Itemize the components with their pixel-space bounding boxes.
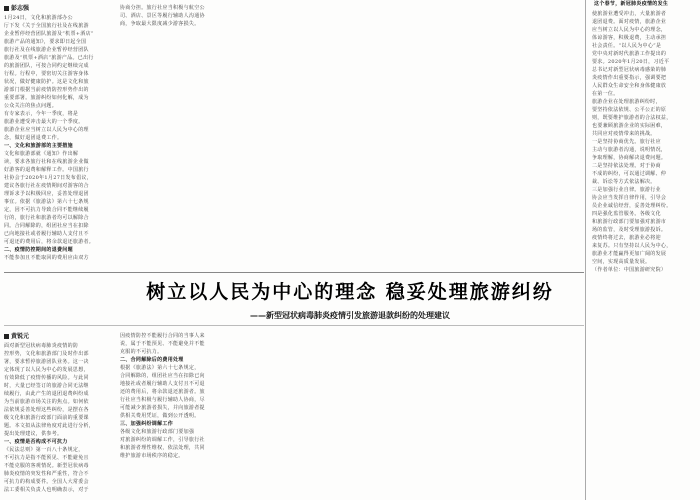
sidebar-body xyxy=(592,10,698,498)
text-line: 社会责任。“以人民为中心”是 xyxy=(592,43,662,49)
text-line: 建议各旅行社在疫情期间对游客的合 xyxy=(4,183,89,189)
text-line: 可能减少旅游者损失，并向旅游者提 xyxy=(120,405,205,411)
text-line: 供相关费用凭证，做到公开透明。 xyxy=(120,413,200,419)
section-divider xyxy=(4,272,584,273)
text-line: 文化和旅游部就《通知》作出解 xyxy=(4,151,79,157)
text-line: 级文化和旅游行政部门面前的重要课 xyxy=(4,415,89,421)
text-line: 一、文化和旅游部的主要措施 xyxy=(4,143,73,149)
text-line: 维护旅游市场秩序的稳定。 xyxy=(120,453,184,459)
text-line: 署，要求暂停旅游团队业务。这一决 xyxy=(4,359,89,365)
text-line: 要求。2020年1月20日，习近平 xyxy=(592,59,670,65)
text-line: 地接社或者履行辅助人支付且不可退 xyxy=(120,381,205,387)
top-byline xyxy=(4,3,29,12)
text-line: 好游客的退费和解释工作。中国旅行 xyxy=(4,167,89,173)
page-subheadline: ——新型冠状病毒肺炎疫情引发旅游退款纠纷的处理建议 xyxy=(250,311,450,320)
text-line: 法工委相关负责人也明确表示，对于 xyxy=(4,487,89,493)
text-line: 炎疫情作出重要指示，强调要把 xyxy=(592,75,667,81)
text-line: 党中央对新时代旅游工作提出的 xyxy=(592,51,667,57)
text-line: 克服的不可抗力。 xyxy=(120,349,163,355)
text-line: 定，因不可抗力导致合同不能继续履 xyxy=(4,207,89,213)
text-line: 旅游企业在处理旅游纠纷时， xyxy=(592,99,661,105)
text-line: 提出处理建议，供参考。 xyxy=(4,431,63,437)
text-line: 续履行，由此产生的退团退费纠纷成 xyxy=(4,391,89,397)
text-line: 企业暂停经营团队旅游及“机票+酒店” xyxy=(4,31,94,37)
text-line: 不成的纠纷，可以通过调解、仲 xyxy=(592,171,667,177)
text-line: 旅行社及在线旅游企业暂停经营团队 xyxy=(4,47,89,53)
text-line: 商，争取最大限度减少游客损失。 xyxy=(120,21,200,27)
text-line: 状况，做好健康防护。这是文化和旅 xyxy=(4,79,89,85)
text-line: 合同解除的，组团社应当在扣除已向 xyxy=(120,373,205,379)
text-line: 可抗力的构成要件。全国人大常委会 xyxy=(4,479,89,485)
text-line: 四是强化监管服务。各级文化 xyxy=(592,211,661,217)
bottom-byline-text: 黄锐元 xyxy=(11,333,30,340)
text-line: 行社应当积极与履行辅助人协商，尽 xyxy=(120,397,205,403)
bottom-column-5 xyxy=(468,332,583,498)
bottom-column-3 xyxy=(236,332,346,498)
text-line: 退团退费。面对疫情，旅游企业 xyxy=(592,19,667,25)
text-line: 场的监管，及时受理旅游投诉。 xyxy=(592,227,667,233)
text-line: 争取理解，协商解决退费问题。 xyxy=(592,155,667,161)
text-line: 时，大量已经签订的旅游合同无法继 xyxy=(4,383,89,389)
sidebar-divider xyxy=(585,0,586,500)
text-line: 空间，实现高质量发展。 xyxy=(592,259,651,265)
subhead-divider xyxy=(4,325,584,326)
text-line: 控形势，文化和旅游部门及时作出部 xyxy=(4,351,89,357)
text-line: 对旅游纠纷的调解工作，引导旅行社 xyxy=(120,437,205,443)
text-line: 二、合同解除后的费用处理 xyxy=(120,357,184,363)
text-line: 员企业诚信经营，妥善处理纠纷。 xyxy=(592,203,672,209)
text-line: 裁、诉讼等方式依法解决。 xyxy=(592,179,656,185)
text-line: 不能克服的客观情况。新型冠状病毒 xyxy=(4,463,89,469)
text-line: 行程。行程中，要密切关注游客身体 xyxy=(4,71,89,77)
text-line: 二、疫情防控期间的退费问题 xyxy=(4,247,73,253)
top-column-5 xyxy=(468,4,583,269)
text-line: 肺炎疫情的突发性和严重性，符合不 xyxy=(4,471,89,477)
text-line: 念，做好退团退费工作。 xyxy=(4,135,63,141)
text-line: 定体现了以人民为中心的发展思想， xyxy=(4,367,89,373)
text-line: 面对新型冠状病毒肺炎疫情的防 xyxy=(4,343,79,349)
text-line: 已向地接社或者履行辅助人支付且不 xyxy=(4,231,89,237)
text-line: 在第一位。 xyxy=(592,91,619,97)
text-line: 主动与旅游者沟通，说明情况， xyxy=(592,147,667,153)
text-line: 公众关注的焦点问题。 xyxy=(4,103,58,109)
text-line: 有效降低了疫情传播的风险。与此同 xyxy=(4,375,89,381)
byline-marker-icon xyxy=(4,334,9,339)
text-line: 要坚持依法依规、公平公正的原 xyxy=(592,107,667,113)
top-byline-text: 彭志强 xyxy=(11,5,30,12)
text-line: 三是加强行业自律。旅游行业 xyxy=(592,187,661,193)
text-line: 因疫情防控不能履行合同的当事人来 xyxy=(120,333,205,339)
sidebar-intro: 这个春节，新冠肺炎疫情的发生 xyxy=(594,1,669,7)
text-line: 一、疫情是否构成不可抗力 xyxy=(4,439,68,445)
text-line: 理诉求予以积极回应，妥善处理退团 xyxy=(4,191,89,197)
text-line: 司、酒店、景区等履行辅助人沟通协 xyxy=(120,13,205,19)
text-line: 游部门根据当前疫情防控形势作出的 xyxy=(4,87,89,93)
text-line: 题。本文拟从法律角度对此进行分析， xyxy=(4,423,95,429)
text-line: 一是坚持协商优先。旅行社应 xyxy=(592,139,661,145)
text-line: 重要部署。旅游纠纷如何化解，成为 xyxy=(4,95,89,101)
text-line: 体谅游客，积极退费，主动承担 xyxy=(592,35,667,41)
text-line: 协商分担。旅行社应当积极与航空公 xyxy=(120,5,205,11)
text-line: 旅游业才能赢得更加广阔的发展 xyxy=(592,251,667,257)
text-line: 可退还的费用后，将余款退还旅游者。 xyxy=(4,239,95,245)
text-line: 总书记对新型冠状病毒感染的肺 xyxy=(592,67,667,73)
text-line: 厅下发《关于全国旅行社及在线旅游 xyxy=(4,23,89,29)
text-line: 使旅游业遭受冲击，大量旅游者 xyxy=(592,11,667,17)
text-line: 旅游产品的通知》，要求即日起全国 xyxy=(4,39,87,45)
text-line: 读，要求各旅行社和在线旅游企业做 xyxy=(4,159,89,165)
text-line: 事宜。依据《旅游法》第六十七条规 xyxy=(4,199,89,205)
text-line: 社协会于2020年1月27日发布倡议， xyxy=(4,175,92,181)
text-line: 法依规妥善处理这些纠纷，是摆在各 xyxy=(4,407,89,413)
text-line: 疫情终将过去，旅游业必将迎 xyxy=(592,235,661,241)
text-line: 不能参加且不能取回的费用应由双方 xyxy=(4,255,89,261)
top-column-2 xyxy=(120,4,230,269)
bottom-column-4 xyxy=(352,332,462,498)
bottom-column-2 xyxy=(120,332,230,498)
text-line: 旅游及“机票+酒店”旅游产品。已出行 xyxy=(4,55,94,61)
top-column-4 xyxy=(352,4,462,269)
text-line: 协会应当发挥自律作用，引导会 xyxy=(592,195,667,201)
text-line: 则，既要维护旅游者的合法权益， xyxy=(592,115,672,121)
text-line: 根据《旅游法》第六十七条规定， xyxy=(120,365,200,371)
text-line: 应当树立以人民为中心的理念， xyxy=(592,27,667,33)
text-line: 二是坚持依法处理。对于协商 xyxy=(592,163,661,169)
text-line: 和旅游行政部门要加强对旅游市 xyxy=(592,219,667,225)
bottom-column-1 xyxy=(4,342,114,498)
text-line: 的旅游团队，可按合同约定继续完成 xyxy=(4,63,89,69)
text-line: 旅游业遭受冲击最大的一个季度。 xyxy=(4,119,84,125)
text-line: 为当前旅游市场关注的焦点。如何依 xyxy=(4,399,89,405)
sidebar-column xyxy=(588,0,700,500)
text-line: 行的，旅行社和旅游者均可以解除合 xyxy=(4,215,89,221)
text-line: 旅游企业应当树立以人民为中心的理 xyxy=(4,127,89,133)
text-line: 也要兼顾旅游企业的实际困难， xyxy=(592,123,667,129)
top-column-3 xyxy=(236,4,346,269)
text-line: 不可抗力是指不能预见、不能避免且 xyxy=(4,455,89,461)
text-line: 同。合同解除的，组团社应当在扣除 xyxy=(4,223,89,229)
text-line: 来复苏。只有坚持以人民为中心， xyxy=(592,243,672,249)
page-headline: 树立以人民为中心的理念 稳妥处理旅游纠纷 xyxy=(146,281,554,303)
byline-marker-icon xyxy=(4,6,9,11)
text-line: 《民法总则》第一百八十条规定， xyxy=(4,447,84,453)
text-line: 各级文化和旅游行政部门要加强 xyxy=(120,429,195,435)
text-line: 有专家表示，今年一季度，将是 xyxy=(4,111,79,117)
text-line: 说，属于不能预见、不能避免并不能 xyxy=(120,341,205,347)
text-line: 共同应对疫情带来的挑战。 xyxy=(592,131,656,137)
text-line: （作者单位：中国旅游研究院） xyxy=(592,267,667,273)
text-line: 和旅游者理性维权，依法处理，共同 xyxy=(120,445,205,451)
text-line: 三、加强纠纷调解工作 xyxy=(120,421,174,427)
text-line: 人民群众生命安全和身体健康放 xyxy=(592,83,667,89)
text-line: 还的费用后，将余款退还旅游者。旅 xyxy=(120,389,205,395)
top-column-1 xyxy=(4,14,114,269)
bottom-byline xyxy=(4,331,29,340)
text-line: 1月24日，文化和旅游部办公 xyxy=(4,15,73,21)
